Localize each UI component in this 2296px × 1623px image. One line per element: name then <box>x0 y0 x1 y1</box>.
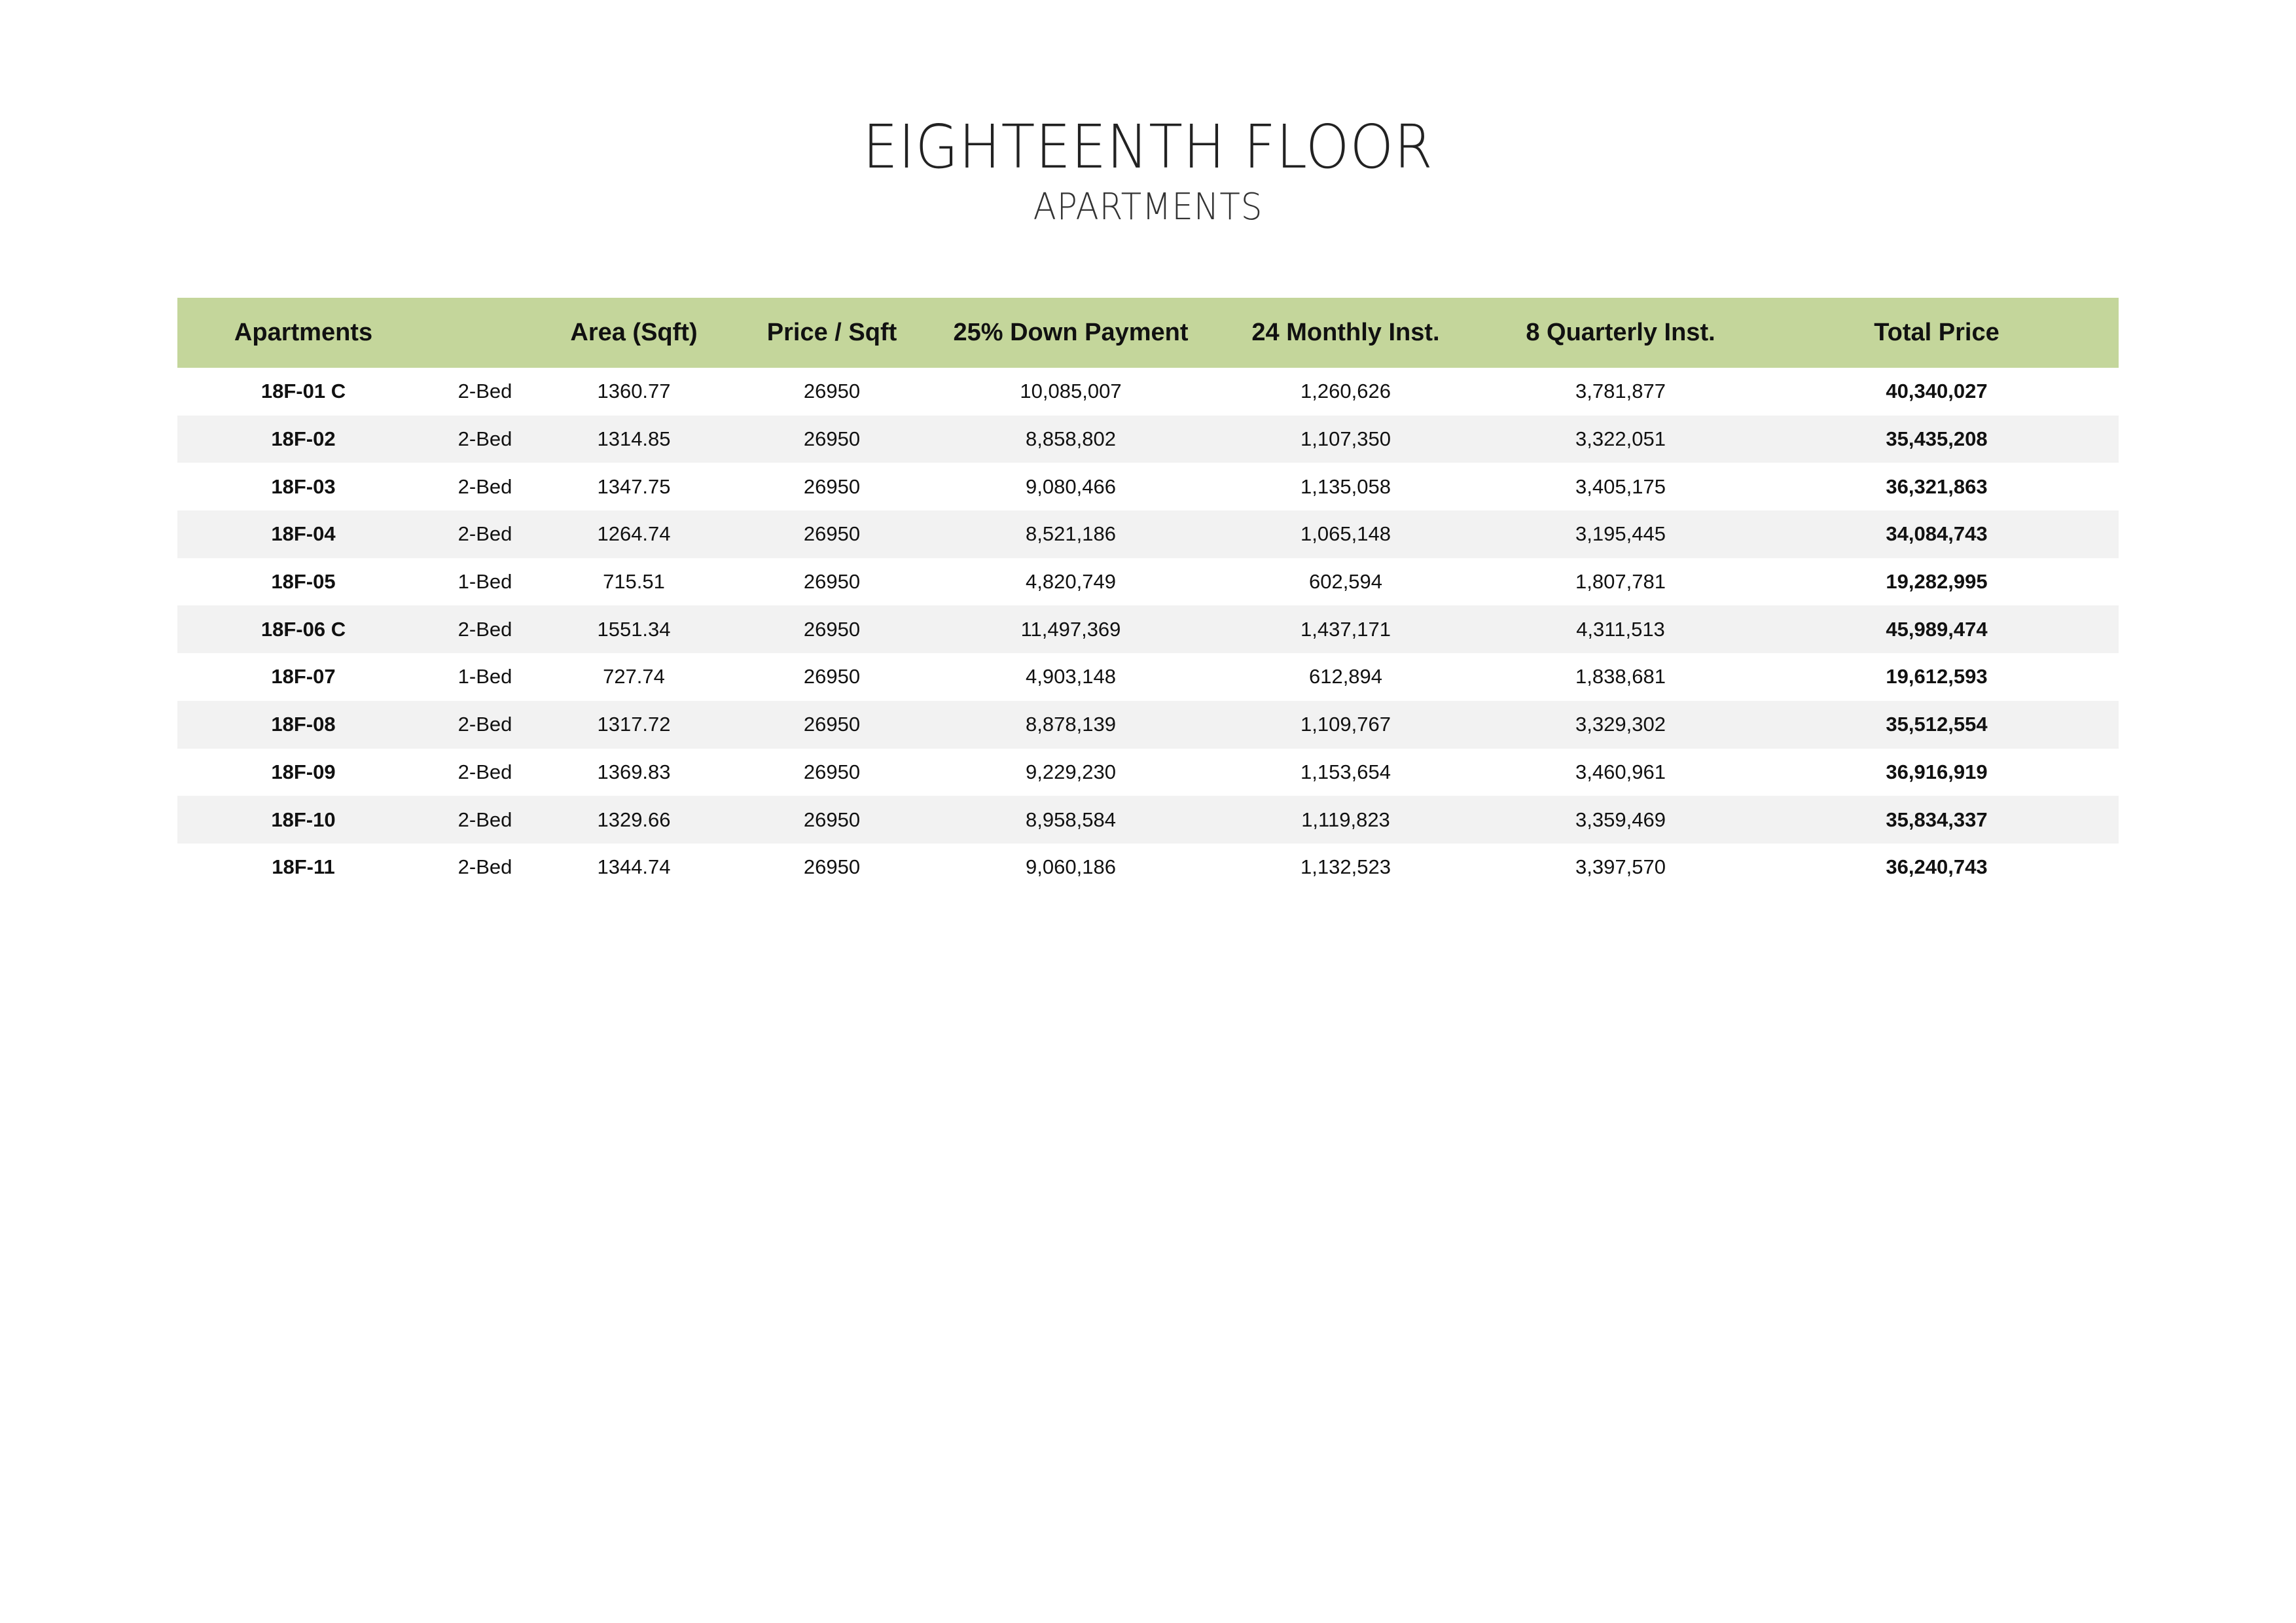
table-row <box>177 416 2119 463</box>
cell-apartment-id: 18F-07 <box>271 665 336 688</box>
header-down-payment: 25% Down Payment <box>953 319 1189 346</box>
cell-price-per-sqft: 26950 <box>803 713 861 736</box>
cell-price-per-sqft: 26950 <box>803 570 861 594</box>
header-row <box>177 298 2119 368</box>
cell-price-per-sqft: 26950 <box>803 760 861 783</box>
cell-total-price: 35,435,208 <box>1886 427 1988 451</box>
cell-total-price: 19,282,995 <box>1886 570 1988 594</box>
table-body <box>177 368 2119 891</box>
header-area: Area (Sqft) <box>570 319 698 346</box>
cell-total-price: 40,340,027 <box>1886 380 1988 403</box>
cell-price-per-sqft: 26950 <box>803 617 861 641</box>
cell-area: 1344.74 <box>597 855 671 879</box>
table-row <box>177 749 2119 796</box>
table-row <box>177 796 2119 844</box>
cell-apartment-id: 18F-01 C <box>260 380 346 403</box>
cell-quarterly-inst: 3,195,445 <box>1575 522 1666 546</box>
header-bedrooms <box>429 298 541 368</box>
cell-monthly-inst: 1,109,767 <box>1300 713 1391 736</box>
header-quarterly-inst: 8 Quarterly Inst. <box>1526 319 1715 346</box>
cell-area: 1347.75 <box>597 474 671 498</box>
cell-down-payment: 8,878,139 <box>1026 713 1116 736</box>
table-row <box>177 463 2119 510</box>
cell-monthly-inst: 1,119,823 <box>1301 808 1390 831</box>
cell-apartment-id: 18F-10 <box>271 808 336 831</box>
page-subtitle: APARTMENTS <box>1033 186 1263 228</box>
cell-total-price: 35,512,554 <box>1886 713 1988 736</box>
cell-area: 1369.83 <box>597 760 671 783</box>
cell-area: 1317.72 <box>597 713 671 736</box>
cell-quarterly-inst: 3,781,877 <box>1575 380 1666 403</box>
cell-apartment-id: 18F-08 <box>271 713 336 736</box>
cell-total-price: 35,834,337 <box>1886 808 1988 831</box>
table-header <box>177 298 2119 368</box>
header-price-per-sqft: Price / Sqft <box>766 319 897 346</box>
header-total-price: Total Price <box>1874 319 2000 346</box>
cell-bedroom-type: 2-Bed <box>457 760 512 783</box>
cell-quarterly-inst: 3,397,570 <box>1575 855 1666 879</box>
table-row <box>177 558 2119 606</box>
cell-bedroom-type: 2-Bed <box>457 380 512 403</box>
cell-area: 727.74 <box>603 665 665 688</box>
cell-apartment-id: 18F-04 <box>271 522 336 546</box>
cell-down-payment: 9,229,230 <box>1026 760 1116 783</box>
table-row <box>177 368 2119 416</box>
cell-total-price: 34,084,743 <box>1886 522 1988 546</box>
title-block <box>0 111 2296 229</box>
cell-quarterly-inst: 3,460,961 <box>1575 760 1666 783</box>
cell-quarterly-inst: 3,322,051 <box>1575 427 1666 451</box>
cell-area: 1314.85 <box>597 427 671 451</box>
cell-total-price: 45,989,474 <box>1886 617 1988 641</box>
cell-price-per-sqft: 26950 <box>803 522 861 546</box>
cell-total-price: 36,321,863 <box>1886 474 1988 498</box>
cell-apartment-id: 18F-09 <box>271 760 336 783</box>
cell-total-price: 36,916,919 <box>1886 760 1988 783</box>
table-row <box>177 605 2119 653</box>
cell-monthly-inst: 1,153,654 <box>1300 760 1391 783</box>
cell-monthly-inst: 1,260,626 <box>1300 380 1391 403</box>
cell-bedroom-type: 2-Bed <box>457 617 512 641</box>
cell-down-payment: 8,521,186 <box>1026 522 1116 546</box>
header-monthly-inst: 24 Monthly Inst. <box>1251 319 1440 346</box>
cell-area: 1551.34 <box>597 617 671 641</box>
cell-bedroom-type: 2-Bed <box>457 855 512 879</box>
cell-quarterly-inst: 1,807,781 <box>1575 570 1666 594</box>
cell-price-per-sqft: 26950 <box>803 808 861 831</box>
cell-down-payment: 9,060,186 <box>1026 855 1116 879</box>
cell-area: 715.51 <box>603 570 665 594</box>
cell-total-price: 19,612,593 <box>1886 665 1988 688</box>
cell-down-payment: 8,958,584 <box>1026 808 1116 831</box>
cell-bedroom-type: 2-Bed <box>457 808 512 831</box>
cell-down-payment: 9,080,466 <box>1026 474 1116 498</box>
cell-bedroom-type: 2-Bed <box>457 474 512 498</box>
cell-price-per-sqft: 26950 <box>803 474 861 498</box>
cell-down-payment: 11,497,369 <box>1020 617 1121 641</box>
cell-bedroom-type: 1-Bed <box>457 570 512 594</box>
cell-monthly-inst: 1,065,148 <box>1300 522 1391 546</box>
cell-apartment-id: 18F-02 <box>271 427 336 451</box>
cell-monthly-inst: 1,135,058 <box>1300 474 1391 498</box>
cell-area: 1329.66 <box>597 808 671 831</box>
cell-quarterly-inst: 4,311,513 <box>1576 617 1665 641</box>
cell-quarterly-inst: 3,329,302 <box>1575 713 1666 736</box>
table-row <box>177 510 2119 558</box>
cell-monthly-inst: 1,132,523 <box>1300 855 1391 879</box>
cell-monthly-inst: 602,594 <box>1308 570 1383 594</box>
cell-monthly-inst: 612,894 <box>1308 665 1383 688</box>
cell-apartment-id: 18F-05 <box>271 570 336 594</box>
cell-area: 1360.77 <box>597 380 671 403</box>
cell-bedroom-type: 2-Bed <box>457 427 512 451</box>
cell-quarterly-inst: 1,838,681 <box>1575 665 1666 688</box>
cell-monthly-inst: 1,437,171 <box>1300 617 1391 641</box>
cell-apartment-id: 18F-06 C <box>260 617 346 641</box>
cell-down-payment: 4,903,148 <box>1026 665 1116 688</box>
price-table <box>177 298 2119 891</box>
table-row <box>177 844 2119 891</box>
cell-area: 1264.74 <box>597 522 671 546</box>
cell-price-per-sqft: 26950 <box>803 380 861 403</box>
cell-bedroom-type: 1-Bed <box>457 665 512 688</box>
cell-bedroom-type: 2-Bed <box>457 522 512 546</box>
cell-price-per-sqft: 26950 <box>803 665 861 688</box>
table-row <box>177 653 2119 701</box>
table-row <box>177 701 2119 749</box>
cell-down-payment: 8,858,802 <box>1026 427 1116 451</box>
cell-apartment-id: 18F-03 <box>271 474 336 498</box>
cell-monthly-inst: 1,107,350 <box>1300 427 1391 451</box>
cell-down-payment: 10,085,007 <box>1020 380 1122 403</box>
cell-total-price: 36,240,743 <box>1886 855 1988 879</box>
cell-price-per-sqft: 26950 <box>803 855 861 879</box>
cell-quarterly-inst: 3,405,175 <box>1575 474 1666 498</box>
cell-price-per-sqft: 26950 <box>803 427 861 451</box>
page-title: EIGHTEENTH FLOOR <box>863 112 1433 182</box>
cell-bedroom-type: 2-Bed <box>457 713 512 736</box>
cell-apartment-id: 18F-11 <box>272 855 335 879</box>
cell-down-payment: 4,820,749 <box>1026 570 1116 594</box>
cell-quarterly-inst: 3,359,469 <box>1575 808 1666 831</box>
header-apartments: Apartments <box>234 319 373 346</box>
